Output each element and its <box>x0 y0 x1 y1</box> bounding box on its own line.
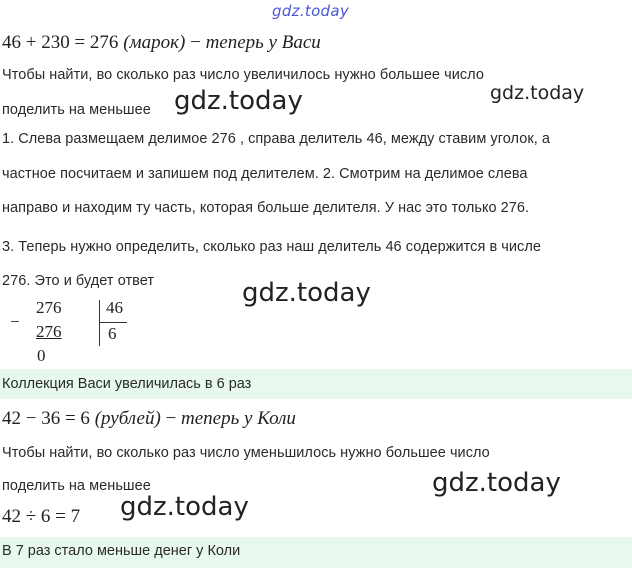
paragraph-line: поделить на меньшее <box>2 478 151 494</box>
watermark-top: gdz.today <box>272 2 350 20</box>
division-bracket-horizontal <box>99 322 127 323</box>
math-dash: − <box>165 408 177 429</box>
math-line-stamps <box>2 32 321 54</box>
math-expression: 46 + 230 = 276 <box>2 32 119 53</box>
division-subtrahend: 276 <box>36 322 62 341</box>
answer-text: Коллекция Васи увеличилась в 6 раз <box>2 376 252 392</box>
paragraph-line: направо и находим ту часть, которая больше делителя. У нас это только 276. <box>2 200 530 216</box>
math-note: теперь у Васи <box>205 32 321 53</box>
paragraph-line: поделить на меньшее <box>2 102 151 118</box>
division-bracket-vertical <box>99 300 100 346</box>
watermark: gdz.today <box>432 468 561 498</box>
division-divisor: 46 <box>106 298 123 317</box>
paragraph-line: Чтобы найти, во сколько раз число увеличилось нужно большее число <box>2 67 484 83</box>
watermark: gdz.today <box>120 492 249 522</box>
math-unit: (рублей) <box>94 408 161 429</box>
math-expression: 42 − 36 = 6 <box>2 408 90 429</box>
math-dash: − <box>190 32 201 53</box>
division-minus: − <box>10 312 20 331</box>
paragraph-line: 3. Теперь нужно определить, сколько раз наш делитель 46 содержится в числе <box>2 239 541 255</box>
watermark: gdz.today <box>490 82 585 104</box>
math-note: теперь у Коли <box>181 408 296 429</box>
paragraph-line: частное посчитаем и запишем под делителем. 2. Смотрим на делимое слева <box>2 166 528 182</box>
division-quotient: 6 <box>108 324 117 343</box>
watermark: gdz.today <box>174 86 303 116</box>
math-line-rubles <box>2 408 296 430</box>
paragraph-line: Чтобы найти, во сколько раз число уменьшилось нужно большее число <box>2 445 490 461</box>
paragraph-line: 1. Слева размещаем делимое 276 , справа делитель 46, между ставим уголок, а <box>2 131 550 147</box>
paragraph-line: 276. Это и будет ответ <box>2 273 155 289</box>
division-remainder: 0 <box>37 346 46 365</box>
watermark: gdz.today <box>242 278 371 308</box>
math-unit: (марок) <box>123 32 186 53</box>
answer-text: В 7 раз стало меньше денег у Коли <box>2 543 241 559</box>
answer-band <box>0 537 632 568</box>
answer-band <box>0 369 632 399</box>
math-line-division: 42 ÷ 6 = 7 <box>2 506 81 527</box>
division-dividend: 276 <box>36 298 62 317</box>
